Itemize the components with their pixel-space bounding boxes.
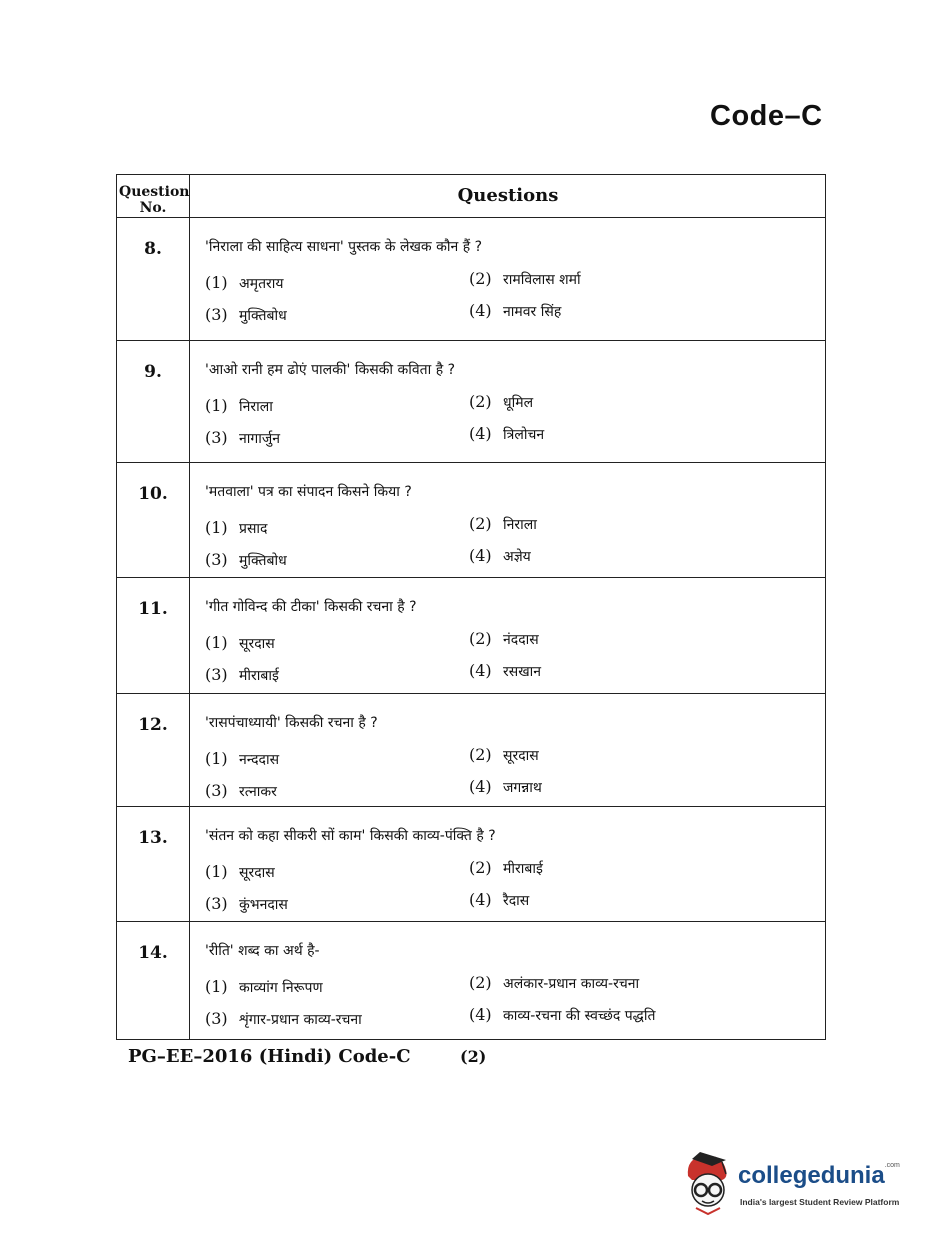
- question-number: 8.: [144, 239, 162, 259]
- answer-option: [469, 890, 529, 910]
- answer-option: [205, 894, 288, 914]
- option-number: (4): [469, 546, 492, 565]
- option-number: (4): [469, 661, 492, 680]
- question-text: 'आओ रानी हम ढोएं पालकी' किसकी कविता है ?: [205, 362, 456, 378]
- answer-option: [469, 514, 537, 534]
- answer-option: [205, 977, 323, 997]
- logo-tagline: India's largest Student Review Platform: [740, 1197, 900, 1207]
- question-row: [117, 462, 825, 578]
- option-text: नन्ददास: [239, 752, 280, 768]
- option-text: धूमिल: [503, 395, 534, 411]
- question-row: [117, 921, 825, 1039]
- logo-wordmark: collegedunia$^{.com}$: [738, 1162, 900, 1189]
- option-text: रैदास: [503, 893, 530, 909]
- question-row: [117, 806, 825, 922]
- footer-code: PG–EE–2016 (Hindi) Code-C: [128, 1046, 411, 1067]
- option-number: (4): [469, 301, 492, 320]
- code-title: Code–C: [710, 100, 823, 132]
- option-number: (2): [469, 745, 492, 764]
- option-text: प्रसाद: [239, 521, 268, 537]
- logo-mascot-icon: [682, 1150, 734, 1216]
- option-number: (1): [205, 749, 228, 768]
- question-row: [117, 577, 825, 694]
- option-text: अमृतराय: [239, 276, 284, 292]
- option-text: सूरदास: [239, 636, 275, 652]
- option-text: नामवर सिंह: [503, 304, 562, 320]
- question-row: [117, 340, 825, 463]
- answer-option: [469, 745, 539, 765]
- option-text: सूरदास: [239, 865, 275, 881]
- answer-option: [469, 661, 541, 681]
- question-number: 12.: [138, 715, 168, 735]
- question-row: [117, 693, 825, 807]
- option-number: (1): [205, 396, 228, 415]
- answer-option: [469, 973, 639, 993]
- answer-option: [469, 269, 581, 289]
- question-number: 13.: [138, 828, 168, 848]
- option-text: मुक्तिबोध: [239, 308, 287, 324]
- answer-option: [205, 781, 277, 801]
- option-number: (3): [205, 665, 228, 684]
- answer-option: [469, 301, 561, 321]
- question-text: 'रीति' शब्द का अर्थ है-: [205, 943, 320, 959]
- option-text: नंददास: [503, 632, 539, 648]
- header-questions: Questions: [457, 185, 559, 206]
- option-number: (3): [205, 1009, 228, 1028]
- table-header: [117, 175, 825, 218]
- question-text: 'रासपंचाध्यायी' किसकी रचना है ?: [205, 715, 378, 731]
- answer-option: [469, 546, 531, 566]
- answer-option: [205, 273, 284, 293]
- header-question-no: Question No.: [119, 184, 190, 216]
- option-text: कुंभनदास: [239, 897, 288, 913]
- option-text: अज्ञेय: [503, 549, 531, 565]
- question-number: 14.: [138, 943, 168, 963]
- option-number: (1): [205, 977, 228, 996]
- option-text: रत्नाकर: [239, 784, 277, 800]
- option-text: निराला: [239, 399, 273, 415]
- answer-option: [205, 428, 280, 448]
- answer-option: [205, 305, 287, 325]
- answer-option: [469, 777, 542, 797]
- option-text: रामविलास शर्मा: [503, 272, 581, 288]
- option-text: मीराबाई: [503, 861, 543, 877]
- option-text: नागार्जुन: [239, 431, 281, 447]
- logo-suffix: .com: [884, 1162, 900, 1169]
- option-number: (3): [205, 894, 228, 913]
- answer-option: [205, 633, 275, 653]
- page-number: (2): [460, 1047, 487, 1066]
- option-number: (3): [205, 550, 228, 569]
- option-number: (3): [205, 781, 228, 800]
- option-number: (1): [205, 633, 228, 652]
- answer-option: [205, 396, 273, 416]
- option-text: त्रिलोचन: [503, 427, 545, 443]
- option-text: निराला: [503, 517, 537, 533]
- option-number: (2): [469, 392, 492, 411]
- option-text: शृंगार-प्रधान काव्य-रचना: [239, 1012, 362, 1028]
- option-number: (4): [469, 890, 492, 909]
- option-text: सूरदास: [503, 748, 539, 764]
- answer-option: [205, 1009, 362, 1029]
- question-table: [116, 174, 826, 1040]
- option-number: (2): [469, 973, 492, 992]
- answer-option: [205, 665, 279, 685]
- option-number: (1): [205, 862, 228, 881]
- option-text: अलंकार-प्रधान काव्य-रचना: [503, 976, 640, 992]
- question-row: [117, 217, 825, 341]
- option-number: (2): [469, 514, 492, 533]
- answer-option: [469, 858, 543, 878]
- option-number: (4): [469, 1005, 492, 1024]
- answer-option: [205, 749, 279, 769]
- option-number: (2): [469, 629, 492, 648]
- option-number: (3): [205, 428, 228, 447]
- option-text: काव्यांग निरूपण: [239, 980, 323, 996]
- question-text: 'निराला की साहित्य साधना' पुस्तक के लेखक कौन हैं ?: [205, 239, 483, 255]
- collegedunia-logo: [682, 1150, 912, 1222]
- option-text: रसखान: [503, 664, 542, 680]
- option-number: (2): [469, 858, 492, 877]
- answer-option: [205, 518, 268, 538]
- answer-option: [469, 1005, 655, 1025]
- option-text: मीराबाई: [239, 668, 279, 684]
- option-text: काव्य-रचना की स्वच्छंद पद्धति: [503, 1008, 656, 1024]
- answer-option: [469, 392, 533, 412]
- option-number: (2): [469, 269, 492, 288]
- question-number: 11.: [138, 599, 168, 619]
- option-number: (1): [205, 273, 228, 292]
- answer-option: [205, 862, 275, 882]
- option-number: (4): [469, 777, 492, 796]
- answer-option: [469, 424, 544, 444]
- question-number: 9.: [144, 362, 162, 382]
- question-text: 'संतन को कहा सीकरी सों काम' किसकी काव्य-पंक्ति है ?: [205, 828, 496, 844]
- option-number: (4): [469, 424, 492, 443]
- option-number: (3): [205, 305, 228, 324]
- option-text: मुक्तिबोध: [239, 553, 287, 569]
- option-text: जगन्नाथ: [503, 780, 542, 796]
- answer-option: [205, 550, 287, 570]
- question-number: 10.: [138, 484, 168, 504]
- question-text: 'मतवाला' पत्र का संपादन किसने किया ?: [205, 484, 412, 500]
- option-number: (1): [205, 518, 228, 537]
- question-text: 'गीत गोविन्द की टीका' किसकी रचना है ?: [205, 599, 417, 615]
- answer-option: [469, 629, 539, 649]
